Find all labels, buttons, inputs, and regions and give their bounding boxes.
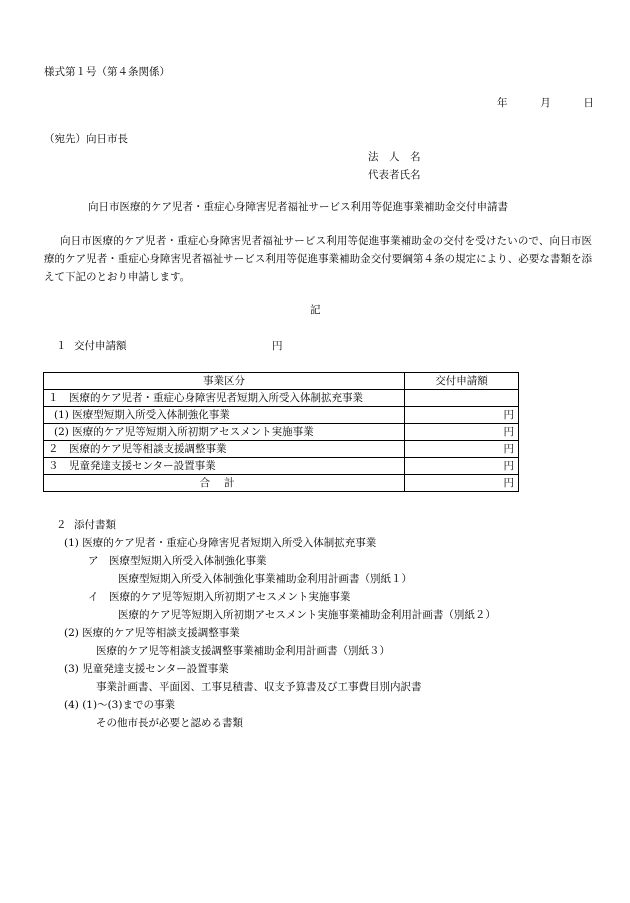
section1-label: 交付申請額 [74,340,127,352]
header-category: 事業区分 [44,373,405,390]
table-row [44,424,519,441]
rep-name-label: 代表者氏名 [368,169,421,181]
row-amount: 円 [405,441,519,458]
header-amount: 交付申請額 [405,373,519,390]
row-label: ２ 医療的ケア児等相談支援調整事業 [44,441,405,458]
row-amount: 円 [405,458,519,475]
attachment-line: 医療的ケア児等短期入所初期アセスメント実施事業補助金利用計画書（別紙２） [118,609,496,621]
date-year: 年 [497,97,508,109]
section2-label: 添付書類 [74,519,116,531]
row-amount [405,390,519,407]
attachment-line: (2) 医療的ケア児等相談支援調整事業 [64,627,240,639]
attachment-line: (3) 児童発達支援センター設置事業 [64,663,229,675]
attachment-line: (4) (1)～(3)までの事業 [64,699,175,711]
row-amount: 円 [405,424,519,441]
attachment-line: ア 医療型短期入所受入体制強化事業 [88,555,267,567]
date-line [497,98,594,109]
corp-name-label: 法 人 名 [368,151,421,163]
row-amount: 円 [405,407,519,424]
ki-heading: 記 [310,304,321,316]
table-row [44,390,519,407]
section1-unit: 円 [272,340,283,352]
row-label: (1) 医療型短期入所受入体制強化事業 [44,407,405,424]
table-row [44,407,519,424]
table-row [44,458,519,475]
attachment-line: イ 医療的ケア児等短期入所初期アセスメント実施事業 [88,591,351,603]
section1-number: １ [56,340,67,352]
row-label: (2) 医療的ケア児等短期入所初期アセスメント実施事業 [44,424,405,441]
attachment-line: (1) 医療的ケア児者・重症心身障害児者短期入所受入体制拡充事業 [64,537,377,549]
attachment-line: その他市長が必要と認める書類 [96,717,243,729]
table-header-row [44,373,519,390]
total-label: 合計 [44,475,405,492]
date-day: 日 [583,97,594,109]
attachment-line: 医療型短期入所受入体制強化事業補助金利用計画書（別紙１） [118,573,412,585]
total-amount: 円 [405,475,519,492]
section2-number: ２ [56,519,67,531]
addressee: （宛先）向日市長 [44,133,128,145]
attachment-line: 事業計画書、平面図、工事見積書、収支予算書及び工事費目別内訳書 [96,681,422,693]
body-paragraph: 向日市医療的ケア児者・重症心身障害児者福祉サービス利用等促進事業補助金の交付を受けたいので、向日市医療的ケア児者・重症心身障害児者福祉サービス利用等促進事業補助金交付要綱第４条の規定により、必要な書類を添えて下記のとおり申請します。 [44,235,592,283]
row-label: １ 医療的ケア児者・重症心身障害児者短期入所受入体制拡充事業 [44,390,405,407]
table-row [44,441,519,458]
form-number: 様式第１号（第４条関係） [44,66,170,78]
table-total-row [44,475,519,492]
row-label: ３ 児童発達支援センター設置事業 [44,458,405,475]
document-title: 向日市医療的ケア児者・重症心身障害児者福祉サービス利用等促進事業補助金交付申請書 [88,201,508,213]
application-amount-table [43,372,519,492]
attachment-line: 医療的ケア児等相談支援調整事業補助金利用計画書（別紙３） [96,645,390,657]
date-month: 月 [540,97,551,109]
